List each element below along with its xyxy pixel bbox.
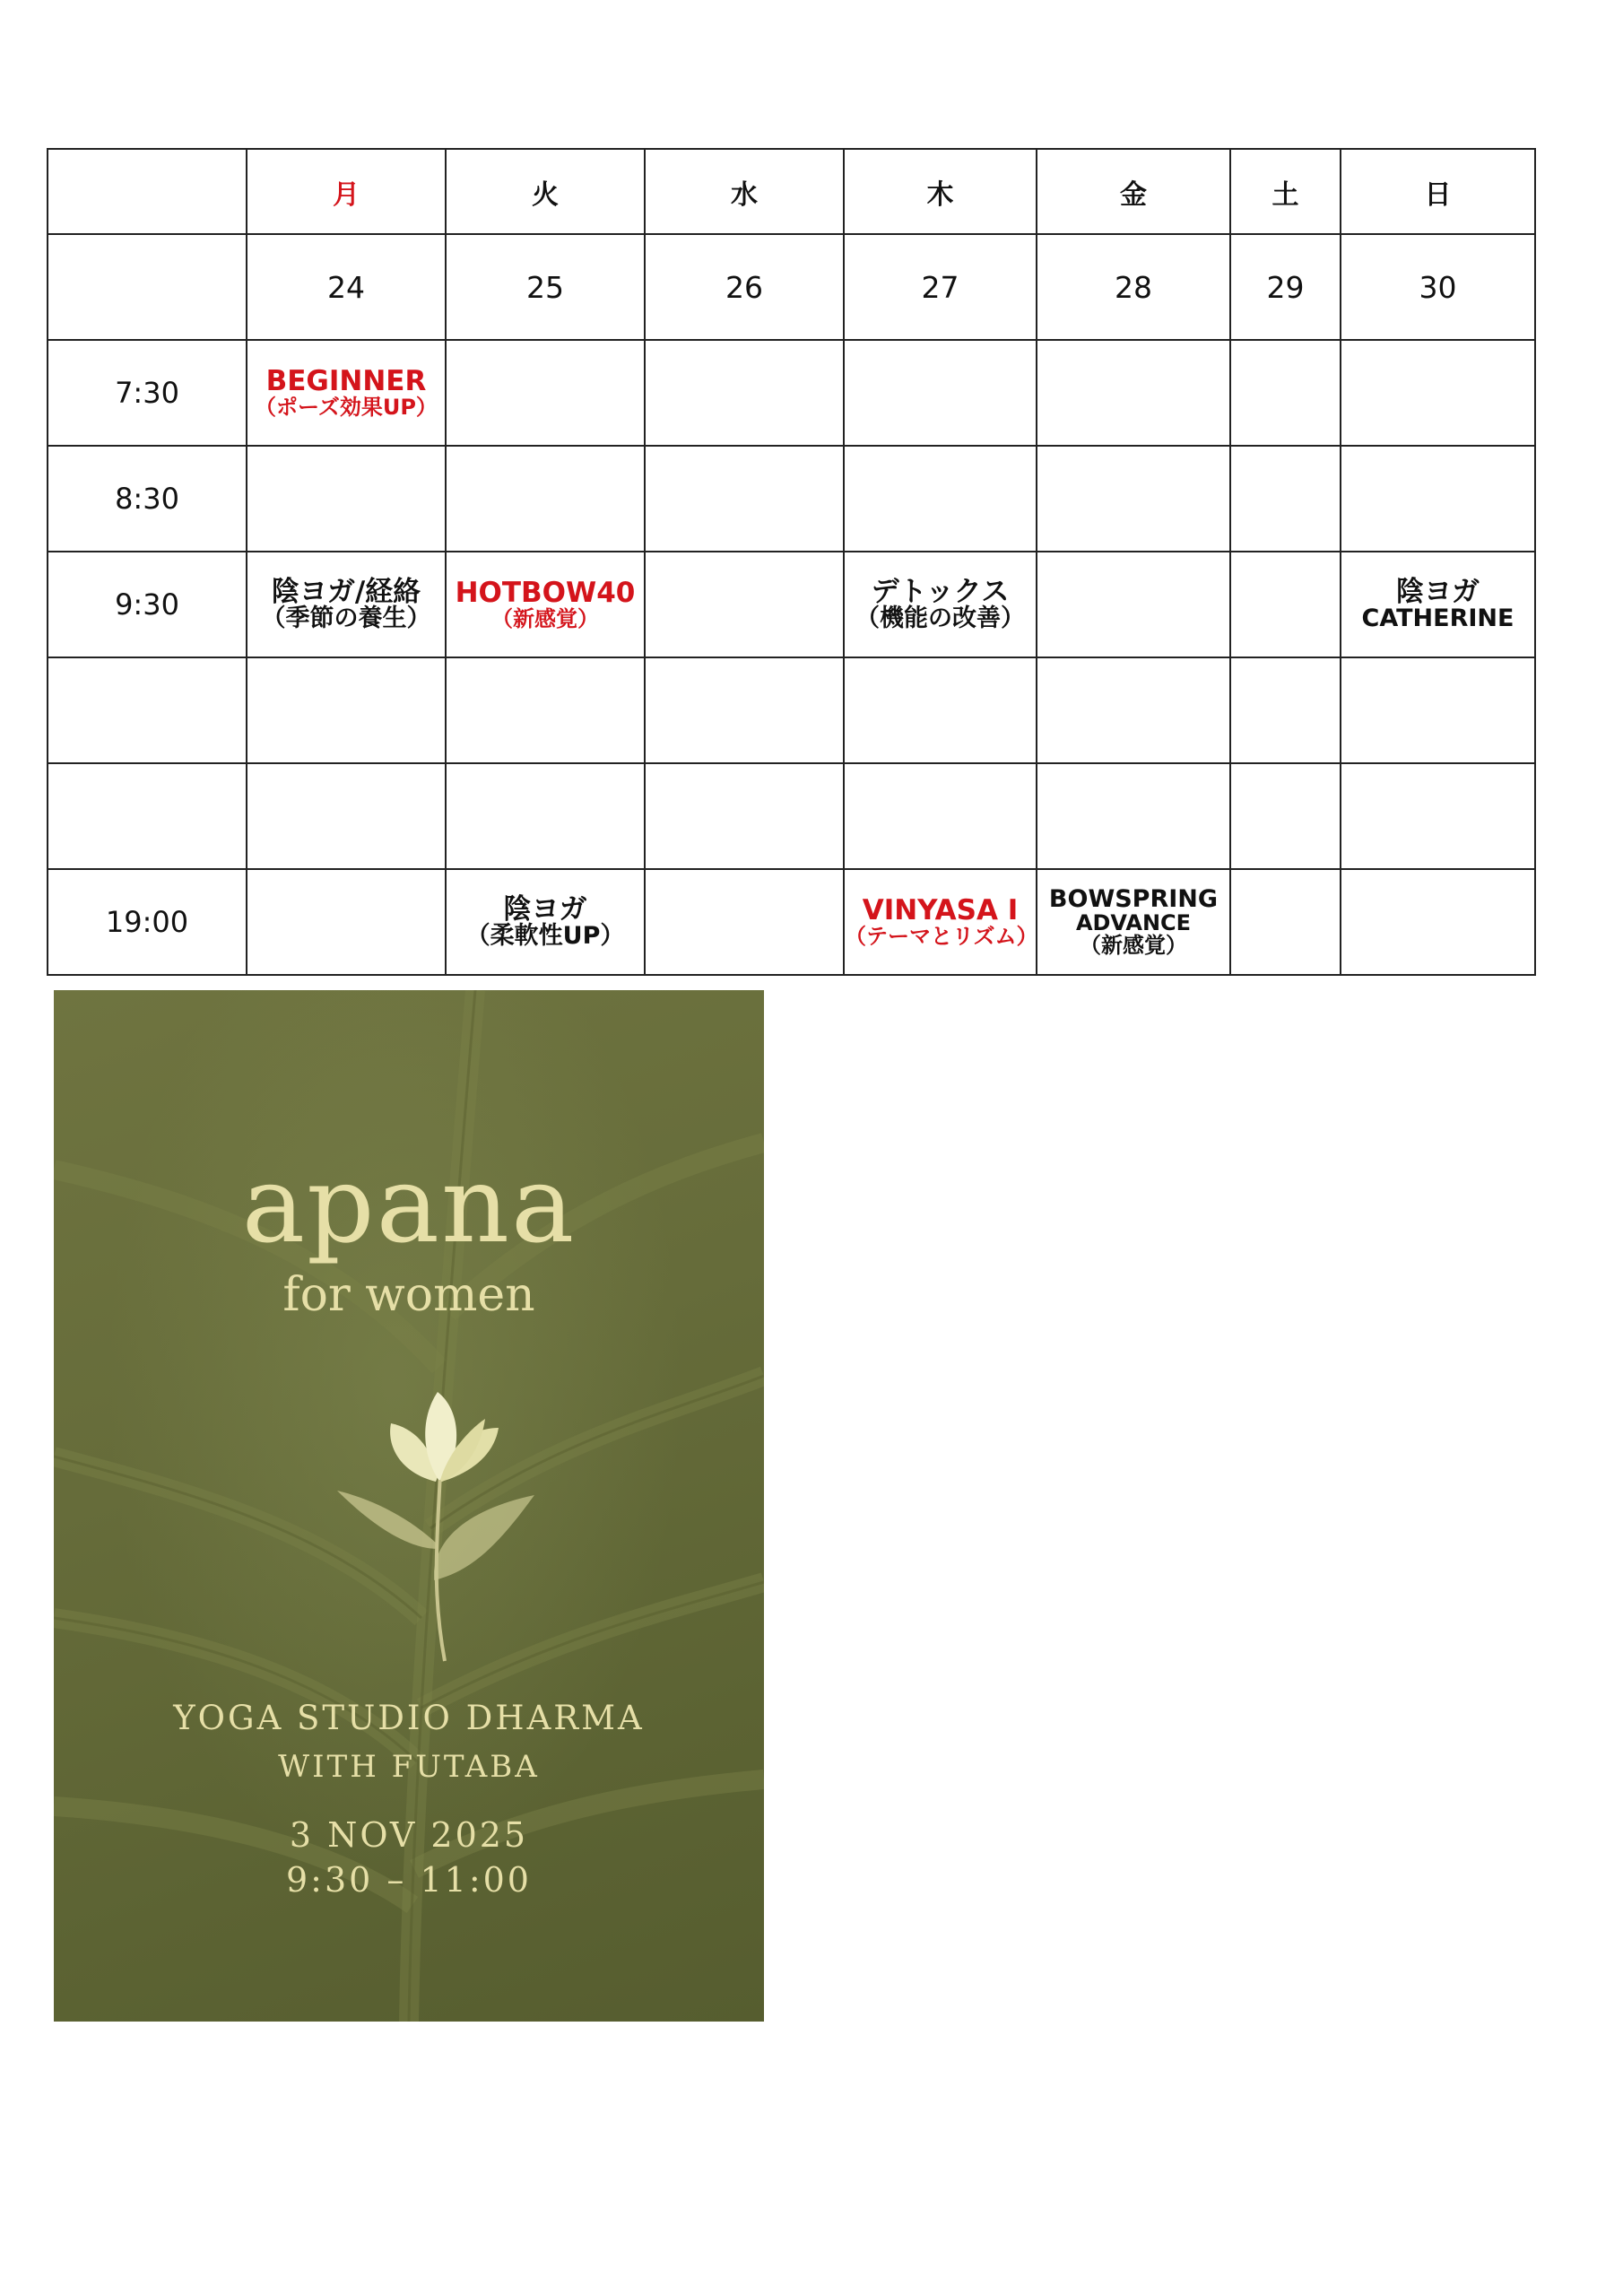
class-cell bbox=[446, 552, 645, 657]
time-slot-row bbox=[48, 552, 1535, 657]
empty-cell bbox=[844, 763, 1037, 869]
weekday-label: 水 bbox=[731, 178, 758, 211]
class-name: VINYASA I bbox=[862, 894, 1019, 927]
flower-icon bbox=[337, 1356, 570, 1679]
empty-cell bbox=[446, 657, 645, 763]
weekday-label: 日 bbox=[1424, 178, 1452, 211]
time-slot-row bbox=[48, 446, 1535, 552]
class-cell bbox=[1037, 869, 1230, 975]
empty-cell bbox=[645, 869, 844, 975]
event-date: 3 NOV 2025 bbox=[289, 1815, 529, 1855]
date-corner-cell bbox=[48, 234, 247, 340]
empty-cell bbox=[1341, 763, 1535, 869]
time-label: 9:30 bbox=[115, 587, 179, 622]
empty-cell bbox=[844, 446, 1037, 552]
class-name: BOWSPRING bbox=[1048, 884, 1219, 913]
date-label: 30 bbox=[1419, 269, 1457, 305]
class-note: （新感覚） bbox=[1080, 933, 1187, 959]
class-cell bbox=[446, 869, 645, 975]
corner-cell bbox=[48, 149, 247, 234]
event-flyer bbox=[54, 990, 764, 2022]
date-label: 25 bbox=[526, 269, 564, 305]
time-slot-row bbox=[48, 763, 1535, 869]
time-cell bbox=[48, 657, 247, 763]
empty-cell bbox=[1230, 446, 1341, 552]
class-subtitle: CATHERINE bbox=[1361, 604, 1515, 633]
empty-cell bbox=[247, 446, 446, 552]
date-label: 24 bbox=[327, 269, 365, 305]
date-cell bbox=[247, 234, 446, 340]
empty-cell bbox=[1230, 657, 1341, 763]
teacher-name: WITH FUTABA bbox=[278, 1749, 540, 1785]
class-name: デトックス bbox=[871, 575, 1010, 608]
class-subtitle: （新感覚） bbox=[491, 605, 599, 631]
class-entry bbox=[845, 896, 1036, 948]
empty-cell bbox=[1341, 446, 1535, 552]
empty-cell bbox=[446, 763, 645, 869]
time-cell bbox=[48, 763, 247, 869]
class-name: BEGINNER bbox=[265, 365, 427, 398]
class-entry bbox=[447, 892, 644, 951]
weekday-label: 土 bbox=[1271, 178, 1299, 211]
class-cell bbox=[1341, 552, 1535, 657]
empty-cell bbox=[645, 657, 844, 763]
class-entry bbox=[845, 575, 1036, 633]
empty-cell bbox=[844, 340, 1037, 446]
class-subtitle: （機能の改善） bbox=[855, 604, 1025, 633]
empty-cell bbox=[446, 340, 645, 446]
empty-cell bbox=[1341, 340, 1535, 446]
weekday-label: 月 bbox=[333, 178, 360, 211]
class-entry bbox=[1037, 884, 1229, 959]
empty-cell bbox=[844, 657, 1037, 763]
time-cell bbox=[48, 552, 247, 657]
date-cell bbox=[1037, 234, 1230, 340]
time-cell bbox=[48, 340, 247, 446]
weekly-schedule-table bbox=[47, 148, 1536, 976]
empty-cell bbox=[1037, 340, 1230, 446]
weekday-header bbox=[844, 149, 1037, 234]
event-time: 9:30 – 11:00 bbox=[285, 1860, 532, 1900]
date-cell bbox=[446, 234, 645, 340]
class-name: 陰ヨガ bbox=[1396, 575, 1480, 608]
time-cell bbox=[48, 446, 247, 552]
class-name: 陰ヨガ bbox=[503, 892, 587, 926]
weekday-header-row bbox=[48, 149, 1535, 234]
date-label: 27 bbox=[921, 269, 959, 305]
empty-cell bbox=[446, 446, 645, 552]
class-entry bbox=[247, 367, 445, 419]
class-entry bbox=[447, 578, 644, 631]
weekday-label: 木 bbox=[926, 178, 954, 211]
empty-cell bbox=[645, 552, 844, 657]
class-entry bbox=[1341, 575, 1534, 633]
class-subtitle: （テーマとリズム） bbox=[845, 923, 1038, 949]
weekday-header bbox=[1230, 149, 1341, 234]
weekday-label: 金 bbox=[1120, 178, 1147, 211]
empty-cell bbox=[1037, 657, 1230, 763]
weekday-header bbox=[645, 149, 844, 234]
tagline: for women bbox=[282, 1268, 535, 1322]
date-label: 28 bbox=[1115, 269, 1152, 305]
class-cell bbox=[844, 552, 1037, 657]
weekday-header bbox=[1037, 149, 1230, 234]
date-cell bbox=[1341, 234, 1535, 340]
time-label: 8:30 bbox=[115, 482, 179, 516]
empty-cell bbox=[1341, 869, 1535, 975]
class-name: HOTBOW40 bbox=[455, 577, 636, 610]
date-cell bbox=[645, 234, 844, 340]
date-row bbox=[48, 234, 1535, 340]
class-subtitle: ADVANCE bbox=[1075, 909, 1192, 935]
empty-cell bbox=[1230, 869, 1341, 975]
date-cell bbox=[1230, 234, 1341, 340]
empty-cell bbox=[1341, 657, 1535, 763]
time-cell bbox=[48, 869, 247, 975]
empty-cell bbox=[247, 763, 446, 869]
weekday-label: 火 bbox=[532, 178, 559, 211]
date-label: 29 bbox=[1266, 269, 1305, 305]
time-label: 7:30 bbox=[115, 376, 179, 410]
class-entry bbox=[247, 575, 445, 633]
time-label: 19:00 bbox=[105, 905, 189, 939]
class-subtitle: （季節の養生） bbox=[261, 604, 431, 633]
empty-cell bbox=[1037, 552, 1230, 657]
empty-cell bbox=[247, 869, 446, 975]
time-slot-row bbox=[48, 869, 1535, 975]
empty-cell bbox=[1230, 552, 1341, 657]
empty-cell bbox=[1230, 763, 1341, 869]
brand-title: apana bbox=[241, 1143, 577, 1266]
class-cell bbox=[247, 340, 446, 446]
empty-cell bbox=[1037, 446, 1230, 552]
class-subtitle: （ポーズ効果UP） bbox=[255, 394, 438, 420]
date-label: 26 bbox=[725, 269, 763, 305]
date-cell bbox=[844, 234, 1037, 340]
empty-cell bbox=[645, 763, 844, 869]
studio-name: YOGA STUDIO DHARMA bbox=[173, 1699, 645, 1737]
class-cell bbox=[844, 869, 1037, 975]
weekday-header bbox=[1341, 149, 1535, 234]
time-slot-row bbox=[48, 340, 1535, 446]
class-name: 陰ヨガ/経絡 bbox=[271, 575, 421, 608]
empty-cell bbox=[1230, 340, 1341, 446]
weekday-header bbox=[247, 149, 446, 234]
empty-cell bbox=[247, 657, 446, 763]
class-subtitle: （柔軟性UP） bbox=[465, 922, 625, 951]
empty-cell bbox=[645, 340, 844, 446]
time-slot-row bbox=[48, 657, 1535, 763]
class-cell bbox=[247, 552, 446, 657]
empty-cell bbox=[645, 446, 844, 552]
weekday-header bbox=[446, 149, 645, 234]
empty-cell bbox=[1037, 763, 1230, 869]
